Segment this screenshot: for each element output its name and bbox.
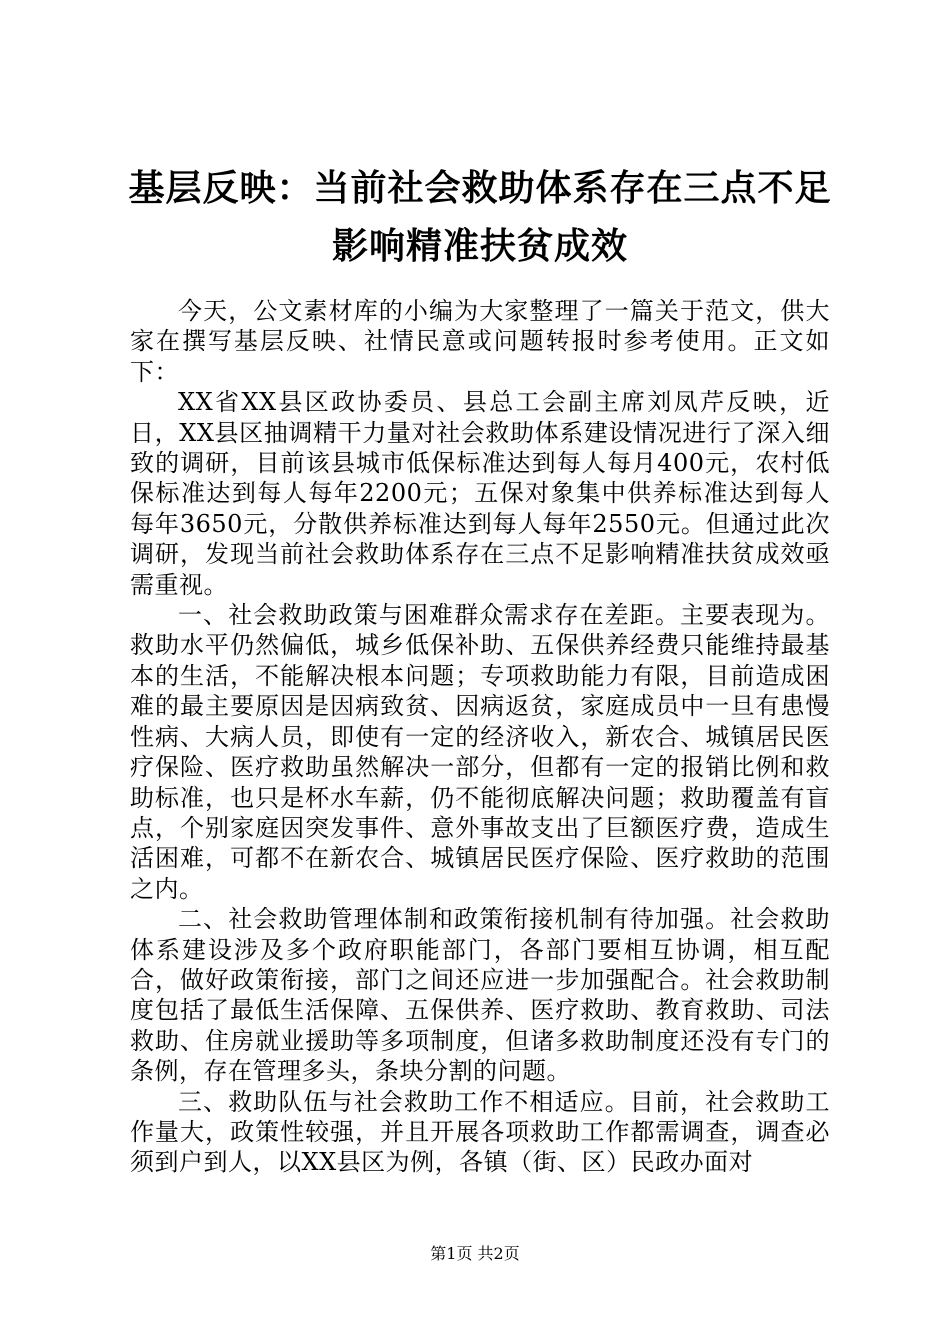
paragraph-point-three: 三、救助队伍与社会救助工作不相适应。目前，社会救助工作量大，政策性较强，并且开展各项救助工作都需调查，调查必须到户到人，以XX县区为例，各镇（街、区）民政办面对 <box>130 1087 830 1177</box>
paragraph-report: XX省XX县区政协委员、县总工会副主席刘凤芹反映，近日，XX县区抽调精干力量对社会救助体系建设情况进行了深入细致的调研，目前该县城市低保标准达到每人每月400元，农村低保标准达到每人每年2200元；五保对象集中供养标准达到每人每年3650元，分散供养标准达到每人每年2550元。但通过此次调研，发现当前社会救助体系存在三点不足影响精准扶贫成效亟需重视。 <box>130 388 830 599</box>
paragraph-point-one: 一、社会救助政策与困难群众需求存在差距。主要表现为。救助水平仍然偏低，城乡低保补助、五保供养经费只能维持最基本的生活，不能解决根本问题；专项救助能力有限，目前造成困难的最主要原因是因病致贫、因病返贫，家庭成员中一旦有患慢性病、大病人员，即使有一定的经济收入，新农合、城镇居民医疗保险、医疗救助虽然解决一部分，但都有一定的报销比例和救助标准，也只是杯水车薪，仍不能彻底解决问题；救助覆盖有盲点，个别家庭因突发事件、意外事故支出了巨额医疗费，造成生活困难，可都不在新农合、城镇居民医疗保险、医疗救助的范围之内。 <box>130 601 830 903</box>
document-title: 基层反映：当前社会救助体系存在三点不足影响精准扶贫成效 <box>128 168 832 267</box>
paragraph-point-two: 二、社会救助管理体制和政策衔接机制有待加强。社会救助体系建设涉及多个政府职能部门，各部门要相互协调，相互配合，做好政策衔接，部门之间还应进一步加强配合。社会救助制度包括了最低生活保障、五保供养、医疗救助、教育救助、司法救助、住房就业援助等多项制度，但诸多救助制度还没有专门的条例，存在管理多头，条块分割的问题。 <box>130 905 830 1086</box>
document-body <box>130 296 830 1178</box>
page-number-footer: 第1页 共2页 <box>430 1244 520 1263</box>
paragraph-intro: 今天，公文素材库的小编为大家整理了一篇关于范文，供大家在撰写基层反映、社情民意或问题转报时参考使用。正文如下： <box>130 297 830 386</box>
